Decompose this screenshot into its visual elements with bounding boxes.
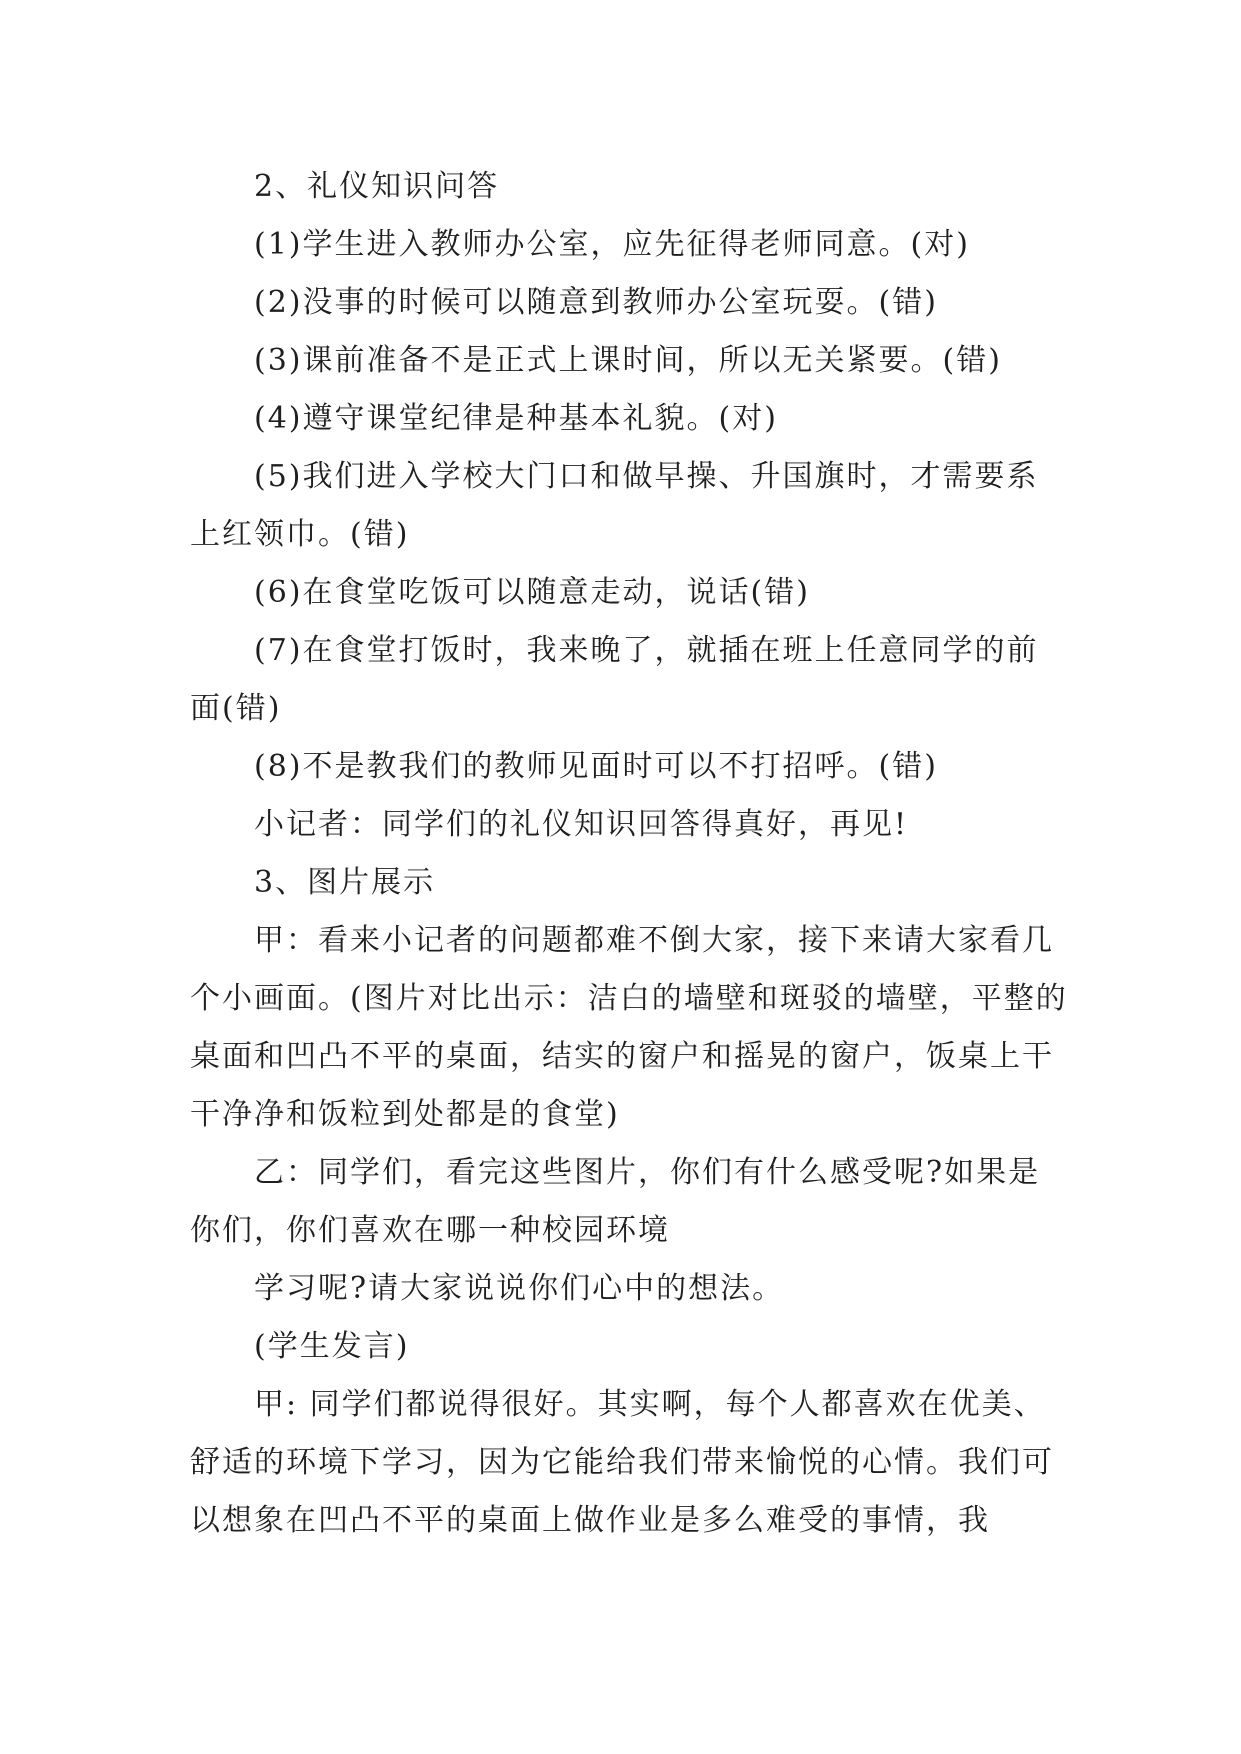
quiz-item-5: (5)我们进入学校大门口和做早操、升国旗时，才需要系上红领巾。(错) [190,459,1039,552]
quiz-item-3: (3)课前准备不是正式上课时间，所以无关紧要。(错) [254,343,1002,378]
section-heading-etiquette-quiz: 2、礼仪知识问答 [254,169,500,204]
section-heading-picture-show: 3、图片展示 [254,865,436,900]
student-speech-note: (学生发言) [254,1329,410,1364]
reporter-closing-line: 小记者：同学们的礼仪知识回答得真好，再见! [254,807,909,842]
quiz-item-6: (6)在食堂吃饭可以随意走动，说话(错) [254,575,810,610]
speaker-jia-paragraph-2: 甲: 同学们都说得很好。其实啊，每个人都喜欢在优美、舒适的环境下学习，因为它能给我们带来愉悦的心情。我们可以想象在凹凸不平的桌面上做作业是多么难受的事情，我 [190,1387,1054,1538]
speaker-jia-paragraph-1: 甲：看来小记者的问题都难不倒大家，接下来请大家看几个小画面。(图片对比出示：洁白的墙壁和斑驳的墙壁，平整的桌面和凹凸不平的桌面，结实的窗户和摇晃的窗户，饭桌上干干净净和饭粒到处都是的食堂) [190,923,1068,1132]
quiz-item-8: (8)不是教我们的教师见面时可以不打招呼。(错) [254,749,938,784]
document-body [190,158,1070,1550]
quiz-item-7: (7)在食堂打饭时，我来晚了，就插在班上任意同学的前面(错) [190,633,1039,726]
speaker-yi-paragraph: 乙：同学们，看完这些图片，你们有什么感受呢?如果是你们，你们喜欢在哪一种校园环境 [190,1155,1041,1248]
quiz-item-1: (1)学生进入教师办公室，应先征得老师同意。(对) [254,227,970,262]
speaker-yi-continuation: 学习呢?请大家说说你们心中的想法。 [254,1271,785,1306]
quiz-item-4: (4)遵守课堂纪律是种基本礼貌。(对) [254,401,778,436]
quiz-item-2: (2)没事的时候可以随意到教师办公室玩耍。(错) [254,285,938,320]
